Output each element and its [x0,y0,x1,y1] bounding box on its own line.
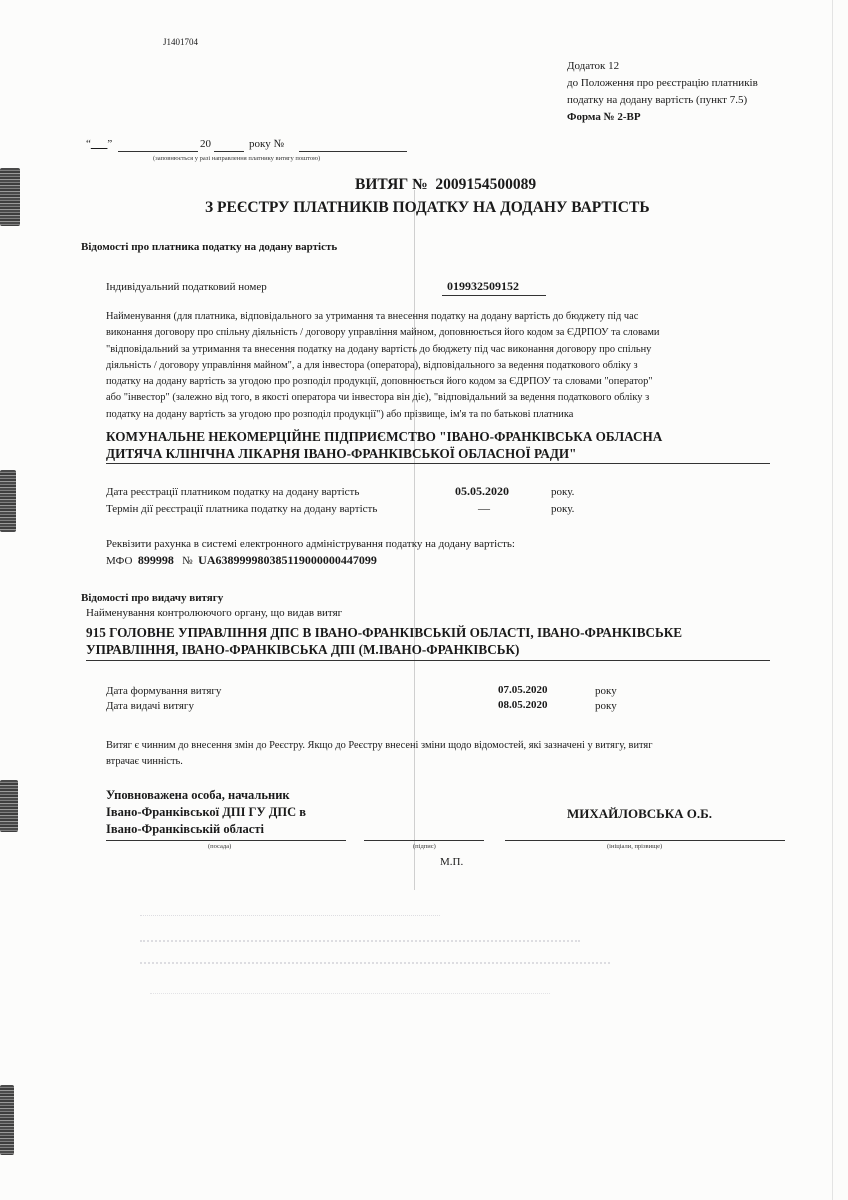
name-para-line-7: податку на додану вартість за угодою про розподіл продукції") або прізвище, ім'я та по батькові платника [106,408,574,420]
date-year-blank [214,151,244,152]
authority-line-2: УПРАВЛІННЯ, ІВАНО-ФРАНКІВСЬКА ДПІ (М.ІВАНО-ФРАНКІВСЬК) [86,642,520,657]
issued-date-value: 08.05.2020 [498,699,548,711]
name-caption: (ініціали, прізвище) [607,843,663,850]
ipn-value: 019932509152 [447,279,519,293]
formed-date-label: Дата формування витягу [106,685,222,697]
bleed-through-mark-4 [150,985,550,994]
date-line [86,138,112,150]
formed-date-value: 07.05.2020 [498,684,548,696]
date-year-prefix: 20 [200,138,211,150]
mfo-value: 899998 [137,553,174,567]
reg-date-value: 05.05.2020 [455,484,509,498]
signature-caption: (підпис) [413,843,436,850]
signature-underline [364,840,484,841]
authority-line-1: 915 ГОЛОВНЕ УПРАВЛІННЯ ДПС В ІВАНО-ФРАНКІВСЬКІЙ ОБЛАСТІ, ІВАНО-ФРАНКІВСЬКЕ [86,625,683,640]
bleed-through-mark-3 [140,952,610,964]
term-value: — [478,501,490,515]
validity-line-1: Витяг є чинним до внесення змін до Реєстру. Якщо до Реєстру внесені зміни щодо відомостей, які зазначені у витягу, витяг [106,740,653,751]
stamp-place: М.П. [440,856,464,868]
account-requisites [106,553,377,568]
date-line-caption: (заповнюється у разі направлення платнику витягу поштою) [153,155,321,162]
name-para-line-5: податку на додану вартість за угодою про розподіл продукції, доповнюється його кодом за ЄДРПОУ та словами "оператор" [106,376,653,388]
date-quote-close: ” [107,138,113,150]
name-para-line-6: або "інвестор" (залежно від того, в якості оператора чи інвестора він діє), "відповідальний за ведення податкового обліку з [106,392,650,404]
name-para-line-2: виконання договору про спільну діяльність / договору управління майном, доповнюється його кодом за ЄДРПОУ та словами [106,327,660,339]
issued-date-suffix: року [595,700,617,712]
name-para-line-4: діяльність / договору управління майном", а для інвестора (оператора), відповідального за ведення податкового обліку з [106,359,638,371]
validity-note [106,738,652,770]
account-number-value: UA638999980385119000000447099 [198,553,377,567]
mfo-label: МФО [106,555,133,567]
payer-name-line-2: ДИТЯЧА КЛІНІЧНА ЛІКАРНЯ ІВАНО-ФРАНКІВСЬКОЇ ОБЛАСНОЇ РАДИ" [106,446,577,461]
scan-right-edge [832,0,833,1200]
appendix-line-1: Додаток 12 [567,60,620,72]
issuer-section-heading: Відомості про видачу витягу [81,592,224,604]
form-number: Форма № 2-ВР [567,111,641,123]
scan-edge-mark-2 [0,470,16,532]
appendix-line-3: податку на додану вартість (пункт 7.5) [567,94,748,106]
position-caption: (посада) [208,843,232,850]
extract-title-label: ВИТЯГ № [355,176,428,193]
appendix-line-2: до Положення про реєстрацію платників [567,77,758,89]
signatory-position [106,787,306,838]
signatory-name: МИХАЙЛОВСЬКА О.Б. [567,806,712,821]
term-label: Термін дії реєстрації платника податку на додану вартість [106,503,378,515]
payer-name-underline [106,463,770,464]
position-underline [106,840,346,841]
reg-date-suffix: року. [551,486,575,498]
issued-date-label: Дата видачі витягу [106,700,194,712]
payer-section-heading: Відомості про платника податку на додану вартість [81,241,338,253]
register-title: З РЕЄСТРУ ПЛАТНИКІВ ПОДАТКУ НА ДОДАНУ ВАРТІСТЬ [205,199,650,216]
document-code: J1401704 [163,37,199,47]
payer-name-line-1: КОМУНАЛЬНЕ НЕКОМЕРЦІЙНЕ ПІДПРИЄМСТВО "ІВАНО-ФРАНКІВСЬКА ОБЛАСНА [106,429,663,444]
bleed-through-mark-2 [140,930,580,942]
scan-edge-mark-4 [0,1085,14,1155]
term-suffix: року. [551,503,575,515]
formed-date-suffix: року [595,685,617,697]
position-line-3: Івано-Франківській області [106,822,264,836]
account-number-label: № [182,555,193,567]
account-label: Реквізити рахунка в системі електронного адміністрування податку на додану вартість: [106,538,515,550]
name-para-line-1: Найменування (для платника, відповідального за утримання та внесення податку на додану вартість до бюджету під час [106,311,639,322]
payer-name-description [106,309,660,423]
date-quote-open: “ [86,138,91,150]
position-line-1: Уповноважена особа, начальник [106,788,290,802]
ipn-label: Індивідуальний податковий номер [106,281,267,293]
name-para-line-3: "відповідальний за утримання та внесення податку на додану вартість до бюджету під час виконання договору про спільну [106,343,652,355]
position-line-2: Івано-Франківської ДПІ ГУ ДПС в [106,805,307,819]
authority-underline [86,660,770,661]
date-year-suffix: року № [249,138,284,150]
date-month-blank [118,151,198,152]
reg-date-label: Дата реєстрації платником податку на додану вартість [106,486,360,498]
scan-edge-mark-3 [0,780,18,832]
scan-edge-mark-1 [0,168,20,226]
ipn-underline [442,295,546,296]
date-day-blank: ___ [90,138,108,150]
date-number-blank [299,151,407,152]
bleed-through-mark-1 [140,905,440,916]
appendix-block [567,58,758,126]
extract-title [355,176,536,194]
authority-label: Найменування контролюючого органу, що видав витяг [86,607,343,619]
extract-number: 2009154500089 [435,176,537,193]
name-underline [505,840,785,841]
validity-line-2: втрачає чинність. [106,756,183,767]
